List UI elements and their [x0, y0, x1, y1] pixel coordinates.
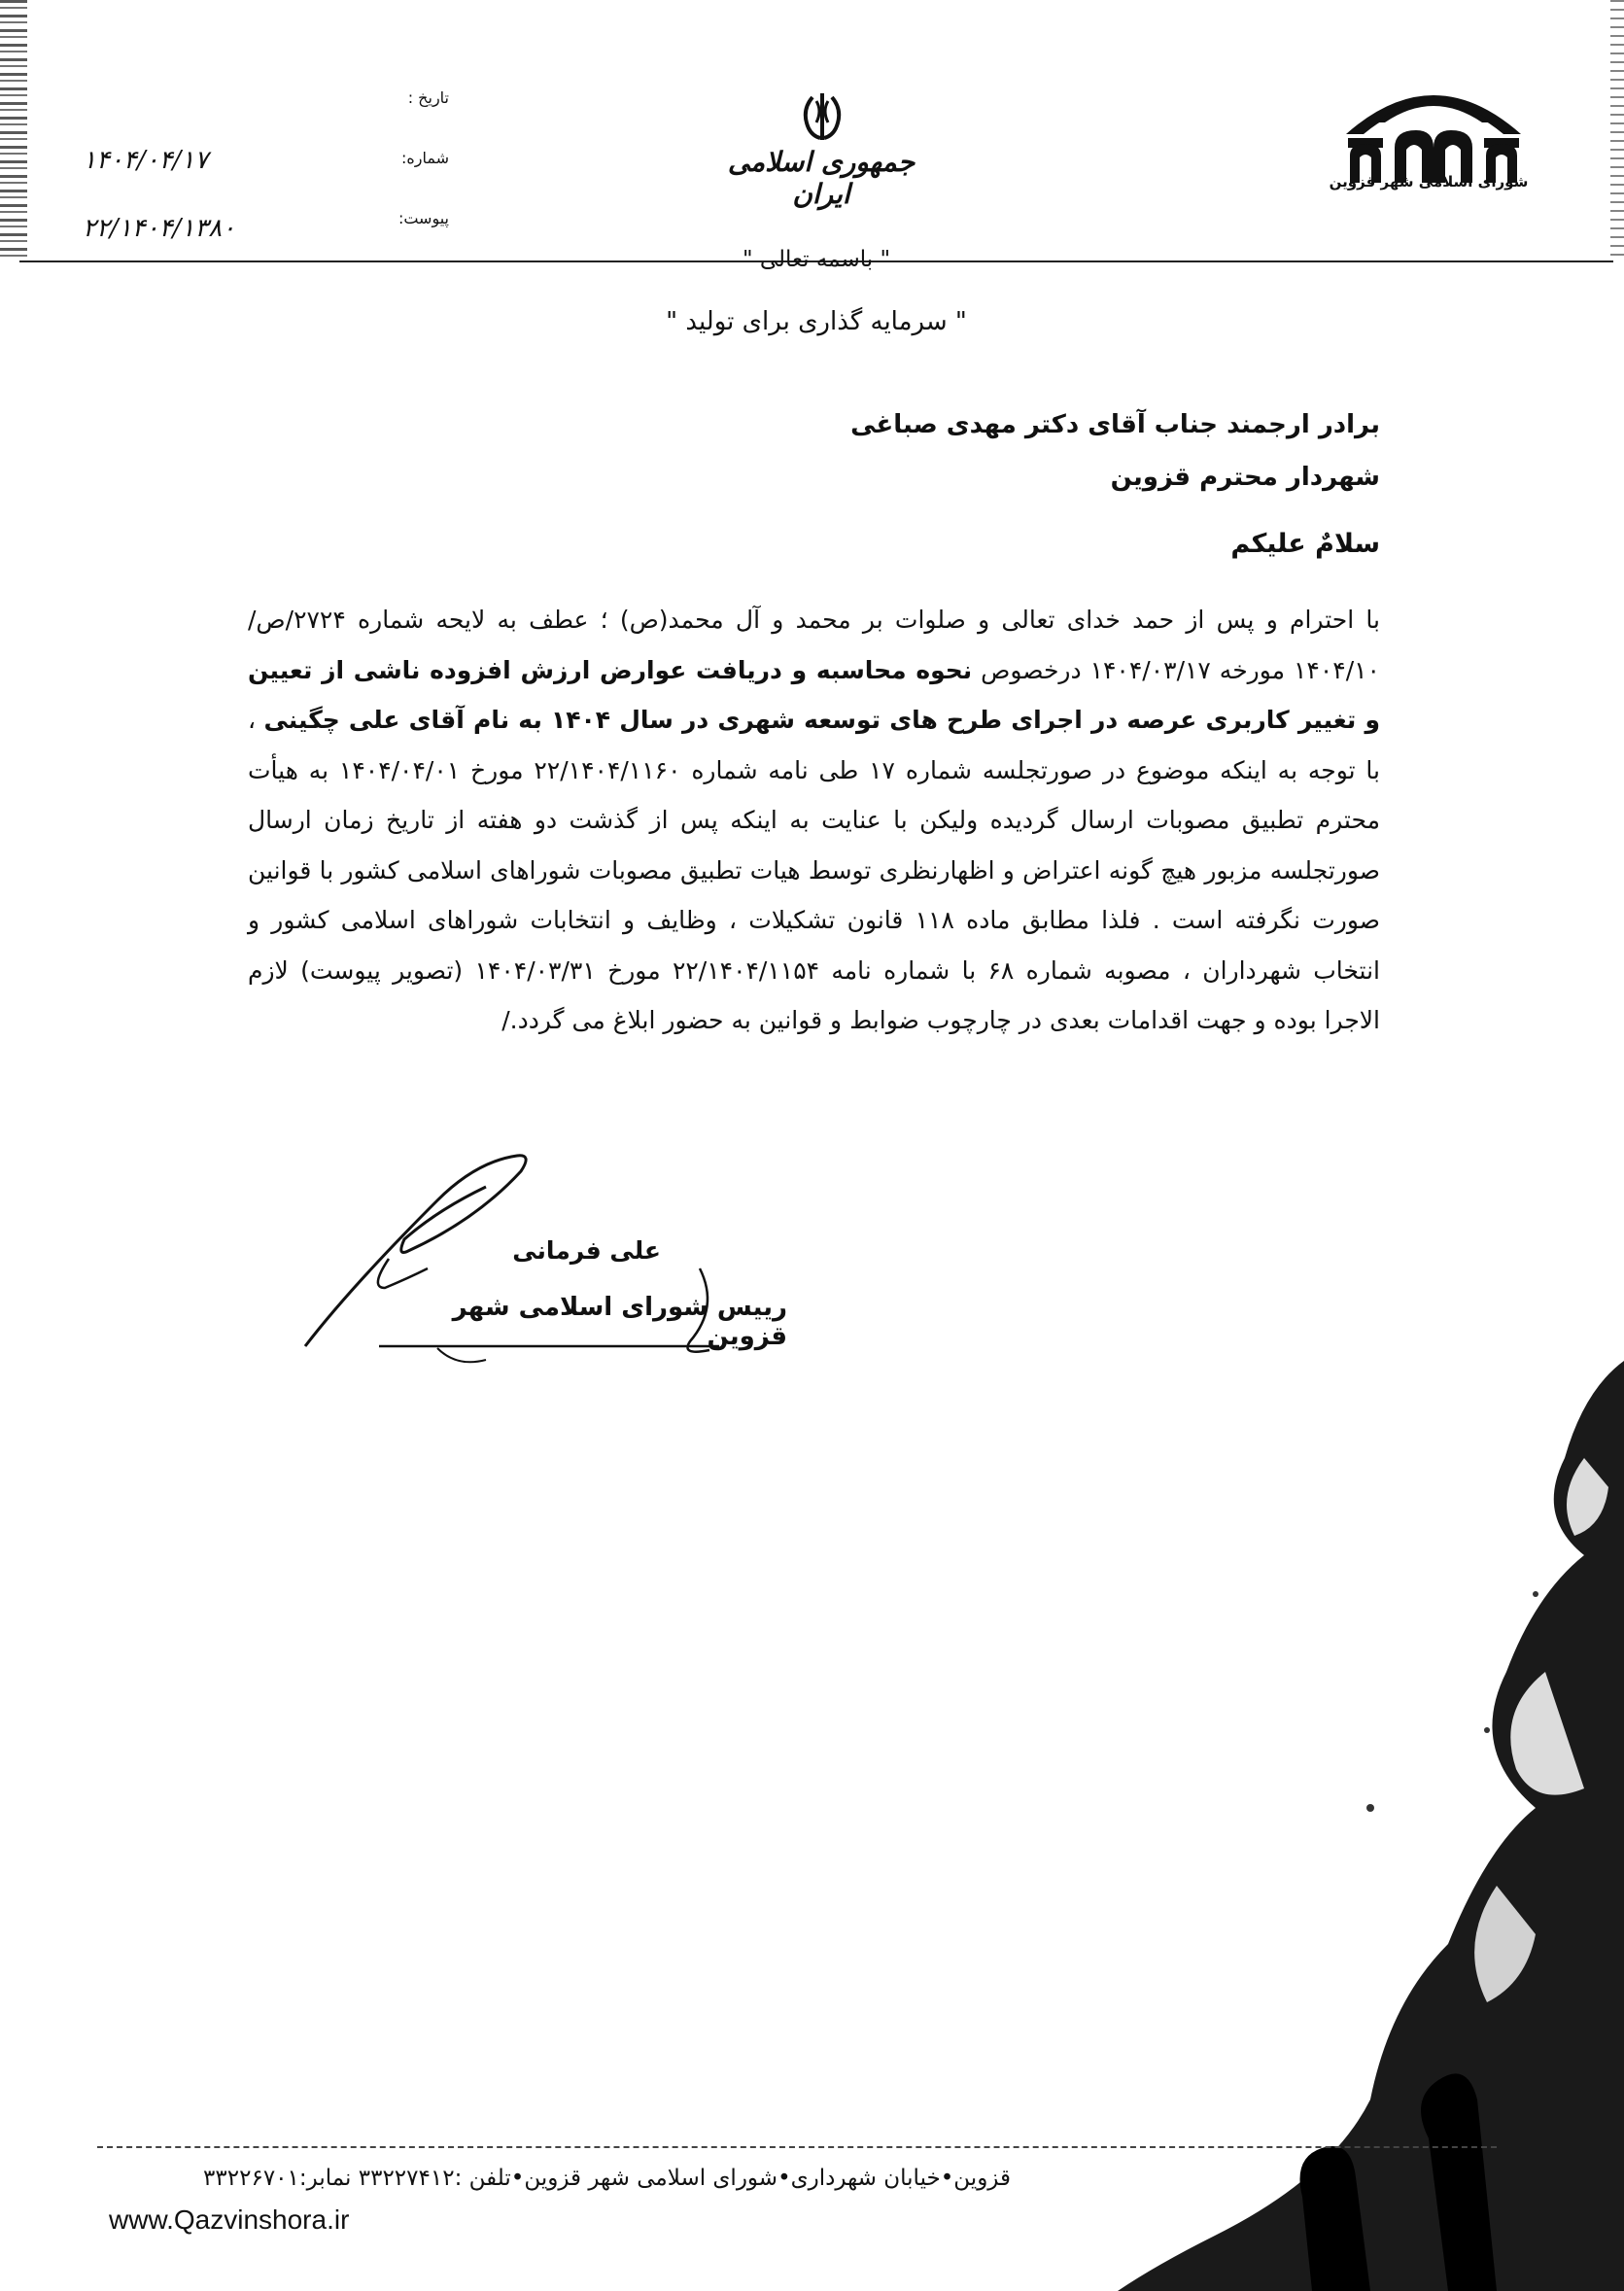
letter-body	[248, 595, 1380, 1046]
addressee-block	[680, 399, 1380, 503]
letter-meta-labels	[342, 68, 449, 249]
greeting: سلامٌ علیکم	[1230, 529, 1380, 559]
scan-edge-noise-right	[1610, 0, 1624, 262]
addressee-line-2: شهردار محترم قزوین	[1110, 463, 1380, 492]
body-text-part-1: با احترام و پس از حمد خدای تعالی و صلوات بر محمد و آل محمد(ص) ؛ عطف به لایحه شماره ۲۷۲۴/ص/۱۴۰۴/۱۰ مورخه ۱۴۰۴/۰۳/۱۷ درخصوص	[248, 606, 1380, 684]
number-label: شماره:	[400, 149, 449, 167]
crowd-silhouette-decoration	[1079, 1264, 1624, 2291]
footer-website: www.Qazvinshora.ir	[109, 2204, 350, 2235]
council-name: شورای اسلامی شهر قزوین	[1329, 173, 1529, 191]
motto: " سرمایه گذاری برای تولید "	[666, 307, 967, 336]
national-emblem-icon	[795, 89, 849, 144]
addressee-line-1: برادر ارجمند جناب آقای دکتر مهدی صباغی	[850, 410, 1380, 439]
letter-meta-values	[83, 126, 287, 262]
body-subject-bold: نحوه محاسبه و دریافت عوارض ارزش افزوده ناشی از تعیین و تغییر کاربری عرصه در اجرای طرح های توسعه شهری در سال ۱۴۰۴ به نام آقای علی چگینی	[248, 655, 1381, 734]
footer-address: قزوین•خیابان شهرداری•شورای اسلامی شهر قزوین•تلفن :۳۳۲۲۷۴۱۲ نمابر:۳۳۲۲۶۷۰۱	[203, 2166, 1011, 2191]
attachment-label: پیوست:	[397, 209, 449, 227]
republic-name: جمهوری اسلامی ایران	[727, 146, 916, 210]
invocation: " باسمه تعالی "	[742, 247, 891, 272]
footer-divider	[97, 2146, 1497, 2148]
date-label: تاریخ :	[407, 88, 449, 107]
number-value: ۲۲/۱۴۰۴/۱۳۸۰	[83, 214, 236, 243]
signer-name: علی فرمانی	[512, 1236, 661, 1265]
scan-edge-noise-left	[0, 0, 27, 262]
signer-title: رییس شورای اسلامی شهر قزوین	[452, 1293, 787, 1351]
body-text-part-2: ، با توجه به اینکه موضوع در صورتجلسه شماره ۱۷ طی نامه شماره ۲۲/۱۴۰۴/۱۱۶۰ مورخ ۱۴۰۴/۰۴/۰۱ به هیأت محترم تطبیق مصوبات ارسال گردیده ولیکن با عنایت به اینکه پس از گذشت دو هفته از تاریخ زمان ارسال صورتجلسه مزبور هیچ گونه اعتراض و اظهارنظری توسط هیات تطبیق مصوبات شوراهای اسلامی کشور با قوانین صورت نگرفته است . فلذا مطابق ماده ۱۱۸ قانون تشکیلات ، وظایف و انتخابات شوراهای اسلامی کشور و انتخاب شهرداران ، مصوبه شماره ۶۸ با شماره نامه ۲۲/۱۴۰۴/۱۱۵۴ مورخ ۱۴۰۴/۰۳/۳۱ (تصویر پیوست) لازم الاجرا بوده و جهت اقدامات بعدی در چارچوب ضوابط و قوانین به حضور ابلاغ می گردد./	[248, 706, 1380, 1034]
date-value: ۱۴۰۴/۰۴/۱۷	[83, 146, 209, 175]
